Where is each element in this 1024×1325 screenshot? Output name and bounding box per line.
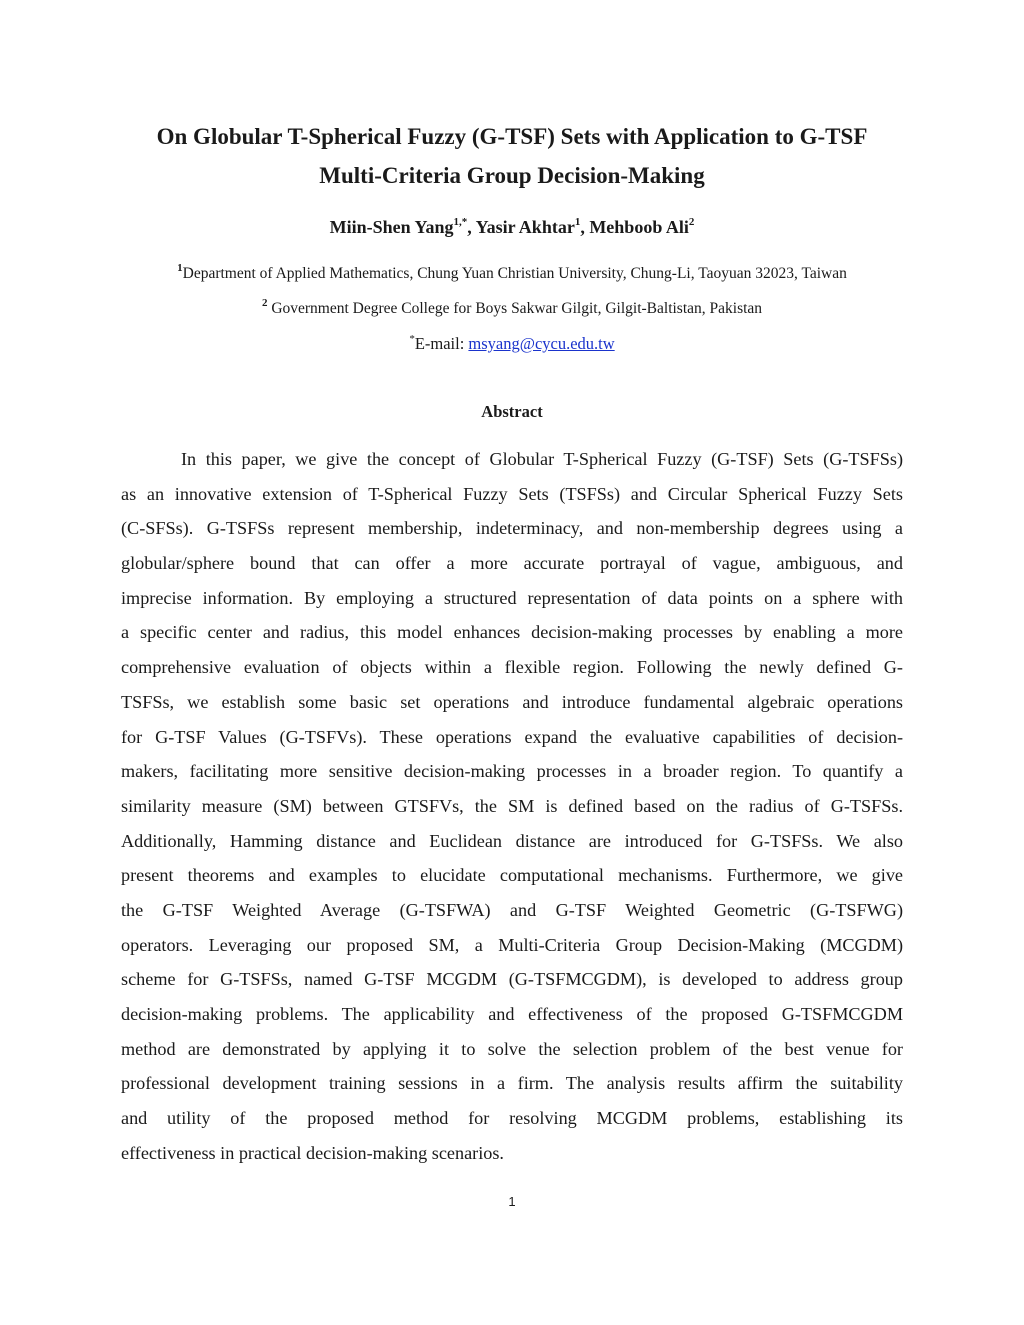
abstract-line: scheme for G-TSFSs, named G-TSF MCGDM (G-TSFMCGDM), is developed to address group <box>121 969 903 990</box>
abstract-line: imprecise information. By employing a structured representation of data points on a sphere with <box>121 587 903 608</box>
author-name: Yasir Akhtar <box>475 217 575 237</box>
abstract-body <box>121 442 903 1170</box>
abstract-line: present theorems and examples to elucidate computational mechanisms. Furthermore, we give <box>121 865 903 886</box>
abstract-line: makers, facilitating more sensitive decision-making processes in a broader region. To quantify a <box>121 761 903 782</box>
author-separator: , <box>580 217 590 237</box>
author-affiliation-mark: 1 <box>574 216 581 228</box>
abstract-heading: Abstract <box>481 402 543 421</box>
abstract-line: TSFSs, we establish some basic set operations and introduce fundamental algebraic operations <box>121 691 903 712</box>
author-affiliation-mark: 2 <box>688 216 695 228</box>
abstract-line: a specific center and radius, this model enhances decision-making processes by enabling a more <box>121 622 903 643</box>
paper-title-line-1: On Globular T-Spherical Fuzzy (G-TSF) Sets with Application to G-TSF <box>156 124 868 149</box>
abstract-line: operators. Leveraging our proposed SM, a Multi-Criteria Group Decision-Making (MCGDM) <box>121 934 903 955</box>
email-link[interactable]: msyang@cycu.edu.tw <box>468 334 615 353</box>
abstract-line: Additionally, Hamming distance and Euclidean distance are introduced for G-TSFSs. We also <box>121 830 903 851</box>
affiliation-text: Department of Applied Mathematics, Chung Yuan Christian University, Chung-Li, Taoyuan 32023, Taiwan <box>182 265 847 282</box>
abstract-line: method are demonstrated by applying it to solve the selection problem of the best venue for <box>121 1038 903 1059</box>
abstract-line: globular/sphere bound that can offer a more accurate portrayal of vague, ambiguous, and <box>121 553 903 574</box>
email-label: E-mail: <box>414 334 469 353</box>
abstract-line: comprehensive evaluation of objects within a flexible region. Following the newly defined G- <box>121 657 903 678</box>
author-name: Miin-Shen Yang <box>329 217 454 237</box>
abstract-line: similarity measure (SM) between GTSFVs, the SM is defined based on the radius of G-TSFSs. <box>121 795 903 816</box>
corresponding-email <box>0 332 1024 356</box>
author-name: Mehboob Ali <box>589 217 689 237</box>
abstract-line: (C-SFSs). G-TSFSs represent membership, indeterminacy, and non-membership degrees using a <box>121 518 903 539</box>
affiliation-mark: 2 <box>261 296 268 309</box>
abstract-line: as an innovative extension of T-Spherical Fuzzy Sets (TSFSs) and Circular Spherical Fuzzy Sets <box>121 483 903 504</box>
affiliation-text: Government Degree College for Boys Sakwar Gilgit, Gilgit-Baltistan, Pakistan <box>267 300 763 317</box>
author-affiliation-mark: 1,* <box>453 216 468 228</box>
abstract-line: and utility of the proposed method for resolving MCGDM problems, establishing its <box>121 1108 903 1129</box>
page-number: 1 <box>508 1194 516 1209</box>
author-list <box>0 213 1024 241</box>
affiliation-2 <box>0 297 1024 321</box>
paper-title-line-2: Multi-Criteria Group Decision-Making <box>319 163 705 188</box>
corresponding-mark: * <box>409 332 415 345</box>
affiliation-1 <box>0 262 1024 286</box>
abstract-line: professional development training sessions in a firm. The analysis results affirm the suitability <box>121 1073 903 1094</box>
abstract-line: decision-making problems. The applicability and effectiveness of the proposed G-TSFMCGDM <box>121 1004 903 1024</box>
author-separator: , <box>467 217 476 237</box>
abstract-line: for G-TSF Values (G-TSFVs). These operations expand the evaluative capabilities of decision- <box>121 726 903 747</box>
abstract-line: the G-TSF Weighted Average (G-TSFWA) and G-TSF Weighted Geometric (G-TSFWG) <box>121 899 903 920</box>
abstract-line: In this paper, we give the concept of Globular T-Spherical Fuzzy (G-TSF) Sets (G-TSFSs) <box>181 449 903 469</box>
abstract-line: effectiveness in practical decision-making scenarios. <box>121 1142 504 1163</box>
affiliation-mark: 1 <box>177 261 183 274</box>
